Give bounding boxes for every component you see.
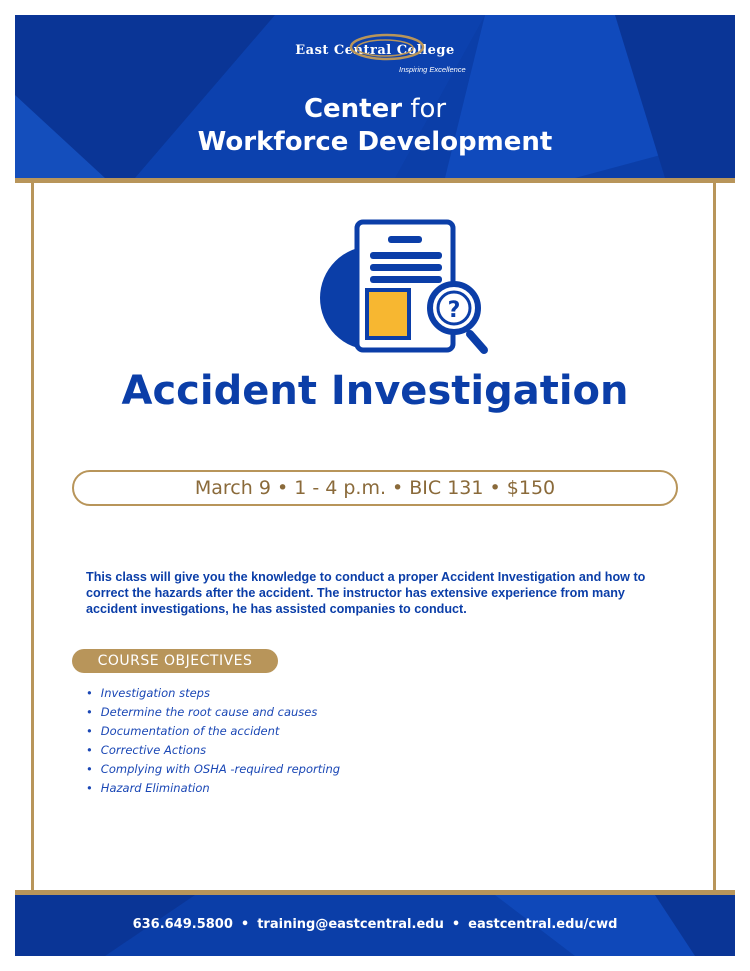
bullet-icon: • [86, 686, 93, 700]
logo-swoosh-icon [335, 31, 425, 65]
separator: • [451, 917, 461, 932]
bullet-icon: • [86, 762, 93, 776]
title-for: for [410, 94, 447, 124]
course-title: Accident Investigation [121, 368, 629, 414]
bullet-icon: • [86, 724, 93, 738]
list-item: • Complying with OSHA -required reporting [86, 762, 341, 776]
list-item: • Documentation of the accident [86, 724, 280, 738]
objectives-list [86, 684, 340, 798]
course-description: This class will give you the knowledge to conduct a proper Accident Investigation and how to correct the hazards after the accident. The instructor has extensive experience from many accident investigations, he has assisted companies to conduct. [86, 570, 646, 616]
college-logo [15, 43, 735, 74]
document-search-icon [320, 216, 490, 356]
bullet-icon: • [86, 705, 93, 719]
contact-info [15, 917, 735, 932]
email-link[interactable]: training@eastcentral.edu [257, 917, 444, 932]
college-tagline: Inspiring Excellence [399, 65, 466, 74]
course-details: March 9 • 1 - 4 p.m. • BIC 131 • $150 [72, 470, 678, 506]
website-link[interactable]: eastcentral.edu/cwd [468, 917, 618, 932]
bullet-icon: • [86, 781, 93, 795]
title-center: Center [303, 94, 403, 124]
list-item: • Investigation steps [86, 686, 210, 700]
phone-number: 636.649.5800 [132, 917, 233, 932]
footer-banner [15, 895, 735, 956]
list-item: • Hazard Elimination [86, 781, 210, 795]
college-name: East Central College [295, 43, 455, 58]
svg-text:?: ? [447, 298, 461, 323]
department-title [15, 93, 735, 159]
header-banner [15, 15, 735, 178]
objectives-heading: COURSE OBJECTIVES [72, 649, 278, 673]
title-workforce: Workforce Development [197, 127, 553, 157]
list-item: • Corrective Actions [86, 743, 207, 757]
bullet-icon: • [86, 743, 93, 757]
list-item: • Determine the root cause and causes [86, 705, 318, 719]
separator: • [240, 917, 250, 932]
